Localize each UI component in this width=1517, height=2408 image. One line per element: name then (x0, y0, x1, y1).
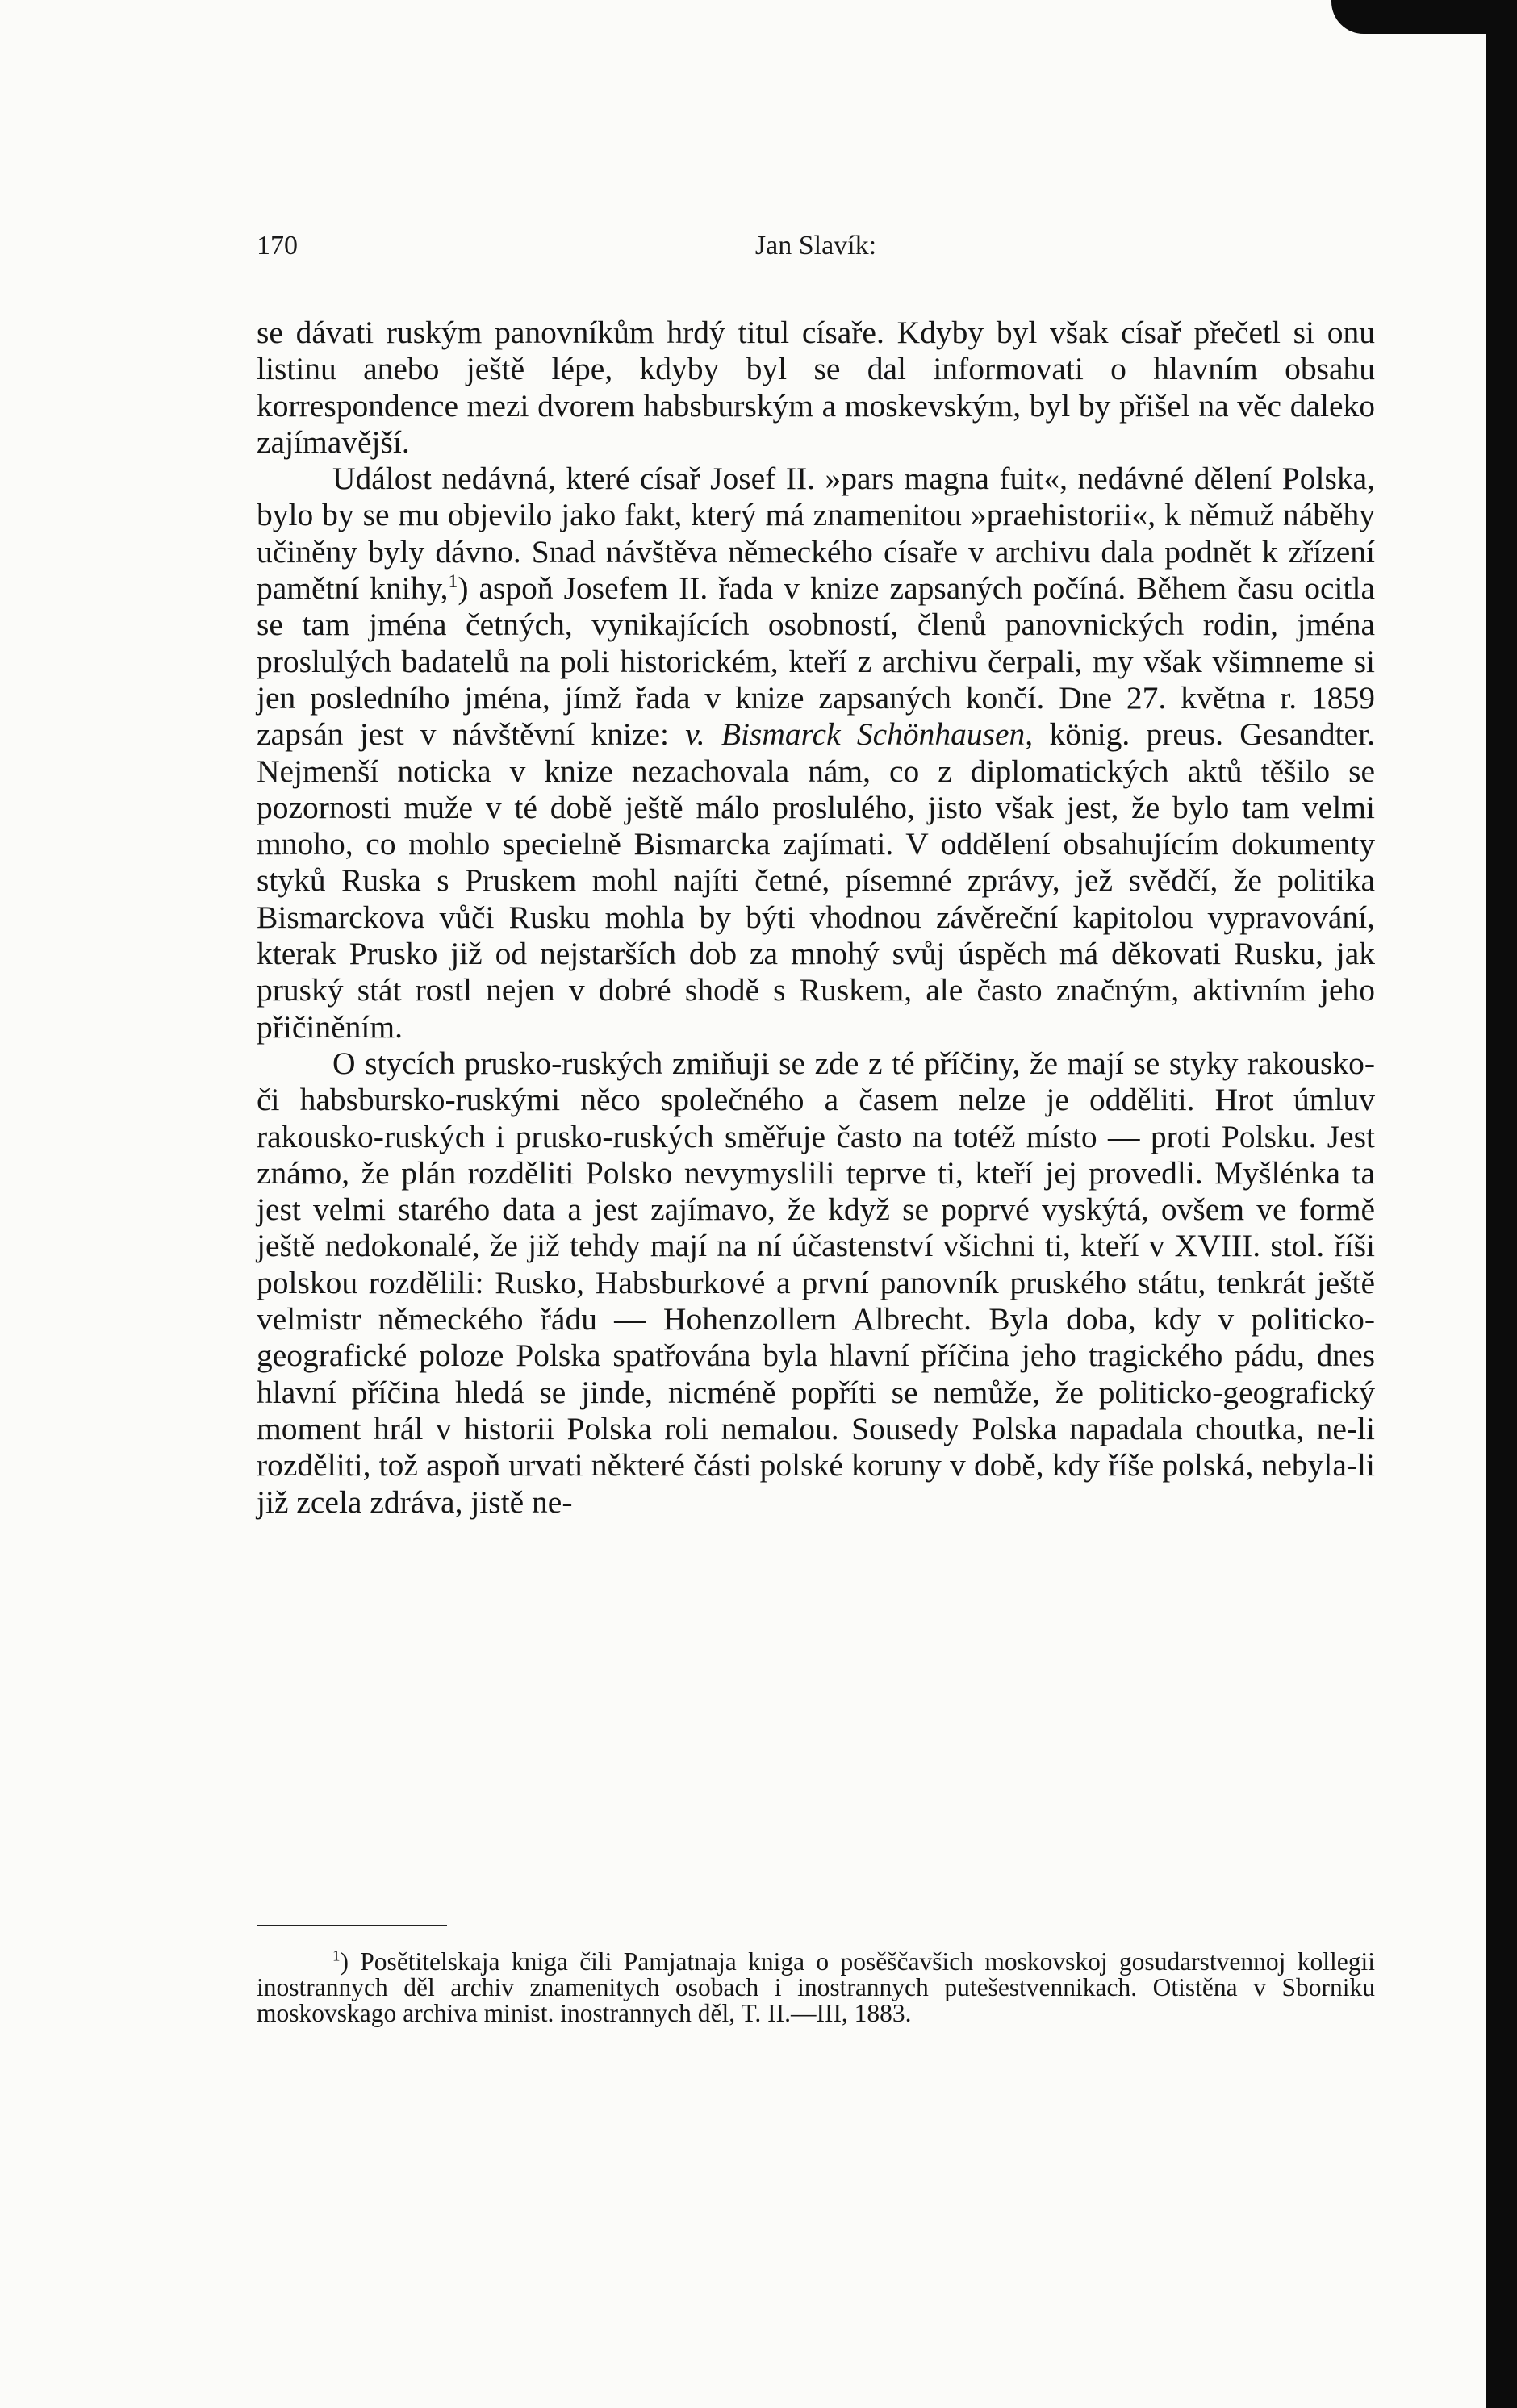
page-number: 170 (257, 231, 298, 261)
bismarck-name: v. Bismarck Schönhausen, (685, 716, 1034, 753)
footnote-marker: 1 (332, 1947, 341, 1965)
footnote-separator (257, 1925, 447, 1926)
paragraph-2-part-b: ) aspoň Josefem II. řada v knize zapsaných počíná. Během času ocitla se tam jména četných, vynikajících osobností, členů panovnických rodin, jména proslulých badatelů na poli historickém, kteří z archivu čerpali, my však všimneme si jen posledního jména, jímž řada v knize zapsaných končí. Dne 27. května r. 1859 zapsán jest v návštěvní knize: (257, 570, 1375, 753)
paragraph-3: O stycích prusko-ruských zmiňuji se zde z té příčiny, že mají se styky rakousko- či habsbursko-ruskými něco společného a časem nelze je odděliti. Hrot úmluv rakousko-ruských i prusko-ruských směřuje často na totéž místo — proti Polsku. Jest známo, že plán rozděliti Polsko nevymyslili teprve ti, kteří jej provedli. Myšlénka ta jest velmi starého data a jest zajímavo, že když se poprvé vyskýtá, ovšem ve formě ještě nedokonalé, že již tehdy mají na ní účastenství všichni ti, kteří v XVIII. stol. říši polskou rozdělili: Rusko, Habsburkové a první panovník pruského státu, tenkrát ještě velmistr německého řádu — Hohenzollern Albrecht. Byla doba, kdy v politicko-geografické poloze Polska spatřována byla hlavní příčina jeho tragického pádu, dnes hlavní příčina hledá se jinde, nicméně popříti se nemůže, že politicko-geografický moment hrál v historii Polska roli nemalou. Sousedy Polska napadala choutka, ne-li rozděliti, tož aspoň urvati některé části polské koruny v době, kdy říše polská, nebyla-li již zcela zdráva, jistě ne- (257, 1045, 1375, 1520)
paragraph-2 (257, 461, 1375, 1045)
body-text (257, 315, 1375, 1521)
page-header (257, 231, 1375, 266)
scan-border-top-corner (1331, 0, 1517, 34)
footnote-paragraph (257, 1949, 1375, 2026)
footnote-reference: 1 (448, 570, 458, 592)
paragraph-2-part-a: Událost nedávná, které císař Josef II. »pars magna fuit«, nedávné dělení Polska, bylo by se mu objevilo jako fakt, který má znamenitou »praehistorii«, k němuž náběhy učiněny byly dávno. Snad návštěva německého císaře v archivu dala podnět k zřízení pamětní knihy, (257, 461, 1375, 607)
footnote (257, 1949, 1375, 2026)
paragraph-1: se dávati ruským panovníkům hrdý titul císaře. Kdyby byl však císař přečetl si onu listinu anebo ještě lépe, kdyby byl se dal informovati o hlavním obsahu korrespondence mezi dvorem habsburským a moskevským, byl by přišel na věc daleko zajímavější. (257, 315, 1375, 460)
running-head: Jan Slavík: (754, 231, 877, 261)
paragraph-2-part-c: könig. preus. Gesandter. Nejmenší noticka v knize nezachovala nám, co z diplomatických aktů těšilo se pozornosti muže v té době ještě málo proslulého, jisto však jest, že bylo tam velmi mnoho, co mohlo specielně Bismarcka zajímati. V oddělení obsahujícím dokumenty styků Ruska s Pruskem mohl najíti četné, písemné zprávy, jež svědčí, že politika Bismarckova vůči Rusku mohla by býti vhodnou závěreční kapitolou vypravování, kterak Prusko již od nejstarších dob za mnohý svůj úspěch má děkovati Rusku, jak pruský stát rostl nejen v dobré shodě s Ruskem, ale často značným, aktivním jeho přičiněním. (257, 716, 1376, 1045)
scan-border-right (1486, 0, 1517, 2408)
footnote-text: ) Posětitelskaja kniga čili Pamjatnaja kniga o posěščavšich moskovskoj gosudarstvennoj kollegii inostrannych děl archiv znamenitych osobach i inostrannych putešestvennikach. Otistěna v Sborniku moskovskago archiva minist. inostrannych děl, T. II.—III, 1883. (257, 1947, 1375, 2027)
